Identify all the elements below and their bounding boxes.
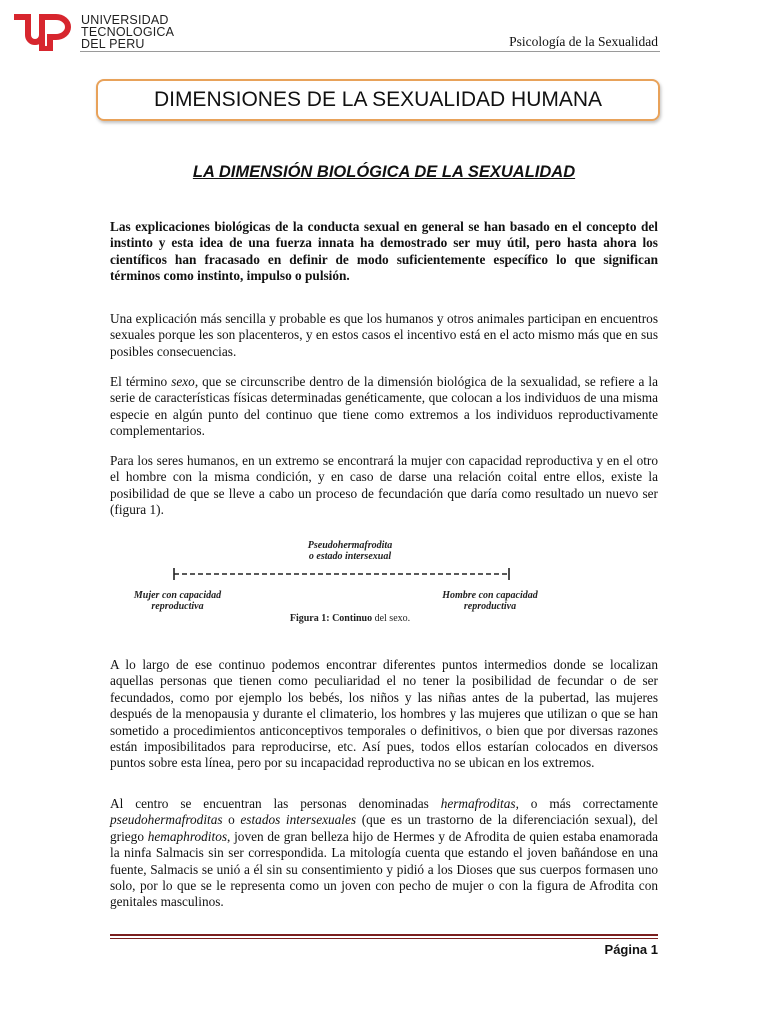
paragraph-3 [110,374,658,440]
logo-line-3: DEL PERU [81,37,145,51]
logo-line-2: TECNOLOGICA [81,25,175,39]
figure-center-label [265,540,435,562]
logo-line-1: UNIVERSIDAD [81,13,169,27]
p3-italic: sexo [171,374,195,389]
footer-rule-thin [110,938,658,939]
paragraph-6 [110,796,658,911]
course-name: Psicología de la Sexualidad [509,34,658,49]
p6-italic-2: pseudohermafroditas [110,812,223,828]
figure-right-label [425,590,555,612]
figure-left-label [120,590,235,612]
paragraph-2: Una explicación más sencilla y probable es que los humanos y otros animales participan en encuentros sexuales porque les son placenteros, y en estos casos el incentivo está en el acto mismo más que en sus posibles consecuencias. [110,311,658,359]
university-name [81,14,174,50]
left-label-line-2: reproductiva [151,601,204,612]
footer-rule-thick [110,934,658,936]
figure-continuum [120,540,650,630]
caption-suffix: del sexo. [372,613,411,624]
figure-caption [265,613,435,624]
p3-text-b: , que se circunscribe dentro de la dimensión biológica de la sexualidad, se refiere a la serie de características físicas determinadas genéticamente, que colocan a los individuos de una misma especie en algún punto del continuo que tiene como extremos a los individuos reproductivamente complementarios. [110,374,658,439]
document-title: DIMENSIONES DE LA SEXUALIDAD HUMANA [96,79,660,121]
p6-text-d: (que es un trastorno de la diferenciación sexual), del griego [110,812,659,844]
p6-italic-1: hermafroditas [440,796,516,811]
p6-italic-3: estados intersexuales [240,812,357,828]
p6-text-c: o [222,812,241,828]
continuum-line [170,566,515,582]
header-rule [80,51,660,52]
page-number: Página 1 [604,942,658,957]
p6-text-b: , o más correctamente [515,796,658,811]
right-label-line-1: Hombre con capacidad [442,590,538,601]
right-label-line-2: reproductiva [463,601,517,612]
center-label-line-2: o estado intersexual [308,551,392,562]
center-label-line-1: Pseudohermafrodita [307,540,393,551]
p3-text-a: El término [110,374,172,389]
paragraph-5: A lo largo de ese continuo podemos encontrar diferentes puntos intermedios donde se localizan aquellas personas que tienen como peculiaridad el no tener la posibilidad de fecundar o de ser fecundados, como por ejemplo los bebés, los niños y las niñas antes de la pubertad, las mujeres después de la menopausia y durante el climaterio, los hombres y las mujeres que utilizan o que se han sometido a procedimientos anticonceptivos temporales o definitivos, o bien que por diversas razones están imposibilitados para reproducirse, etc. Así pues, todos ellos estarían colocados en diversos puntos sobre esta línea, pero por su incapacidad reproductiva no se ubican en los extremos. [110,657,658,771]
left-label-line-1: Mujer con capacidad [133,590,222,601]
caption-word: Continuo [332,613,373,624]
caption-prefix: Figura 1: [289,613,333,624]
p6-text-a: Al centro se encuentran las personas denominadas [110,796,441,811]
paragraph-1: Las explicaciones biológicas de la conducta sexual en general se han basado en el concepto del instinto y esta idea de una fuerza innata ha demostrado ser muy útil, pero hasta ahora los científicos han fracasado en definir de modo suficientemente específico lo que significan términos como instinto, impulso o pulsión. [110,219,658,284]
paragraph-4: Para los seres humanos, en un extremo se encontrará la mujer con capacidad reproductiva y en el otro el hombre con la misma condición, y en caso de darse una relación coital entre ellos, existe la posibilidad de que se lleve a cabo un proceso de fecundación que daría como resultado un nuevo ser (figura 1). [110,453,658,518]
utp-logo-icon [12,13,74,51]
p6-italic-4: hemaphroditos [147,828,228,844]
p6-text-e: , joven de gran belleza hijo de Hermes y de Afrodita de quien estaba enamorada la ninfa Salmacis sin ser correspondida. La mitología cuenta que estando el joven bañándose en una fuente, Salmacis se unió a él sin su consentimiento y pidió a los Dioses que sus cuerpos formasen uno solo, por lo que se le representa como un joven con pecho de mujer o con la figura de Afrodita con genitales masculinos. [110,828,659,910]
section-title: LA DIMENSIÓN BIOLÓGICA DE LA SEXUALIDAD [192,163,576,181]
